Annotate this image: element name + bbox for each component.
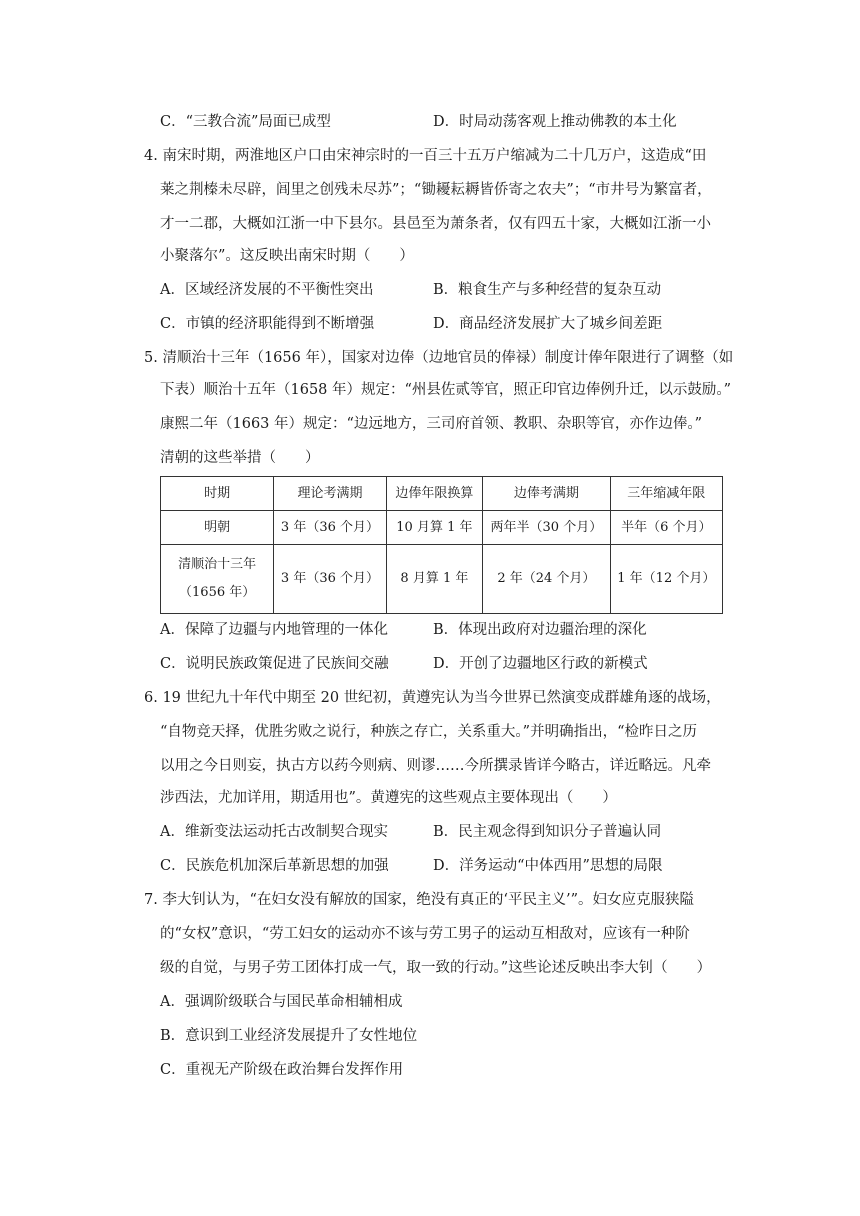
q5-stem-line-4: 清朝的这些举措（ ） <box>160 450 320 466</box>
q6-option-a: A．维新变法运动托古改制契合现实 <box>160 824 388 840</box>
table-cell-line: （1656 年） <box>179 585 256 600</box>
q4-stem-line-2: 莱之荆榛未尽辟，闾里之创残未尽苏”；“锄耰耘耨皆侨寄之农夫”；“市井号为繁富者， <box>160 182 712 198</box>
q7-stem-line-3: 级的自觉，与男子劳工团体打成一气，取一致的行动。”这些论述反映出李大钊（ ） <box>160 960 712 976</box>
q6-option-d: D．洋务运动“中体西用”思想的局限 <box>433 858 663 874</box>
q5-stem-line-3: 康熙二年（1663 年）规定：“边远地方，三司府首领、教职、杂职等官，亦作边俸。” <box>160 416 703 432</box>
table-row <box>161 545 723 614</box>
q4-option-c: C．市镇的经济职能得到不断增强 <box>160 316 375 332</box>
q4-stem-line-4: 小聚落尔”。这反映出南宋时期（ ） <box>160 248 414 264</box>
table-cell: 3 年（36 个月） <box>274 511 386 545</box>
q6-stem-line-1: 6. 19 世纪九十年代中期至 20 世纪初，黄遵宪认为当今世界已然演变成群雄角逐的战场， <box>144 690 721 706</box>
q7-stem-line-1: 7. 李大钊认为，“在妇女没有解放的国家，绝没有真正的‘平民主义’”。妇女应克服狭隘 <box>144 892 694 908</box>
q5-option-c: C．说明民族政策促进了民族间交融 <box>160 656 389 672</box>
border-salary-table <box>160 476 723 614</box>
q3-option-c: C．“三教合流”局面已成型 <box>160 114 331 130</box>
table-header-conversion: 边俸年限换算 <box>386 477 483 511</box>
table-cell: 两年半（30 个月） <box>483 511 610 545</box>
table-cell: 8 月算 1 年 <box>386 545 483 614</box>
q5-stem-line-2: 下表）顺治十五年（1658 年）规定：“州县佐贰等官，照正印官边俸例升迁，以示鼓励。” <box>160 382 732 398</box>
table-cell: 2 年（24 个月） <box>483 545 610 614</box>
q6-stem-line-3: 以用之今日则妄，执古方以药今则病、则谬……今所撰录皆详今略古，详近略远。凡牵 <box>160 758 711 774</box>
q4-stem-line-3: 才一二郡，大概如江浙一中下县尔。县邑至为萧条者，仅有四五十家，大概如江浙一小 <box>160 216 711 232</box>
table-cell: 1 年（12 个月） <box>610 545 722 614</box>
q4-option-a: A．区域经济发展的不平衡性突出 <box>160 282 374 298</box>
table-cell-line: 清顺治十三年 <box>178 557 257 572</box>
table-cell: 半年（6 个月） <box>610 511 722 545</box>
table-header-theory-term: 理论考满期 <box>274 477 386 511</box>
table-cell: 10 月算 1 年 <box>386 511 483 545</box>
q4-option-b: B．粮食生产与多种经营的复杂互动 <box>433 282 662 298</box>
q7-stem-line-2: 的“女权”意识，“劳工妇女的运动亦不该与劳工男子的运动互相敌对，应该有一种阶 <box>160 926 690 942</box>
q6-option-b: B．民主观念得到知识分子普遍认同 <box>433 824 662 840</box>
table-row <box>161 511 723 545</box>
table-cell: 明朝 <box>161 511 274 545</box>
table-header-border-term: 边俸考满期 <box>483 477 610 511</box>
q3-option-d: D．时局动荡客观上推动佛教的本土化 <box>433 114 677 130</box>
q7-option-c: C．重视无产阶级在政治舞台发挥作用 <box>160 1062 404 1078</box>
q5-stem-line-1: 5. 清顺治十三年（1656 年），国家对边俸（边地官员的俸禄）制度计俸年限进行了调整（如 <box>144 350 734 366</box>
q7-option-b: B．意识到工业经济发展提升了女性地位 <box>160 1028 418 1044</box>
table-header-reduction: 三年缩减年限 <box>610 477 722 511</box>
q6-stem-line-4: 涉西法，尤加详用，期适用也”。黄遵宪的这些观点主要体现出（ ） <box>160 790 617 806</box>
q5-option-a: A．保障了边疆与内地管理的一体化 <box>160 622 388 638</box>
q5-option-b: B．体现出政府对边疆治理的深化 <box>433 622 647 638</box>
table-header-period: 时期 <box>161 477 274 511</box>
q6-option-c: C．民族危机加深后革新思想的加强 <box>160 858 389 874</box>
q6-stem-line-2: “自物竞天择，优胜劣败之说行，种族之存亡，关系重大。”并明确指出，“检昨日之历 <box>160 724 697 740</box>
q5-option-d: D．开创了边疆地区行政的新模式 <box>433 656 648 672</box>
q7-option-a: A．强调阶级联合与国民革命相辅相成 <box>160 994 403 1010</box>
q4-option-d: D．商品经济发展扩大了城乡间差距 <box>433 316 663 332</box>
q4-stem-line-1: 4. 南宋时期，两淮地区户口由宋神宗时的一百三十五万户缩减为二十几万户，这造成“田 <box>144 148 707 164</box>
table-cell: 3 年（36 个月） <box>274 545 386 614</box>
table-cell <box>161 545 274 614</box>
